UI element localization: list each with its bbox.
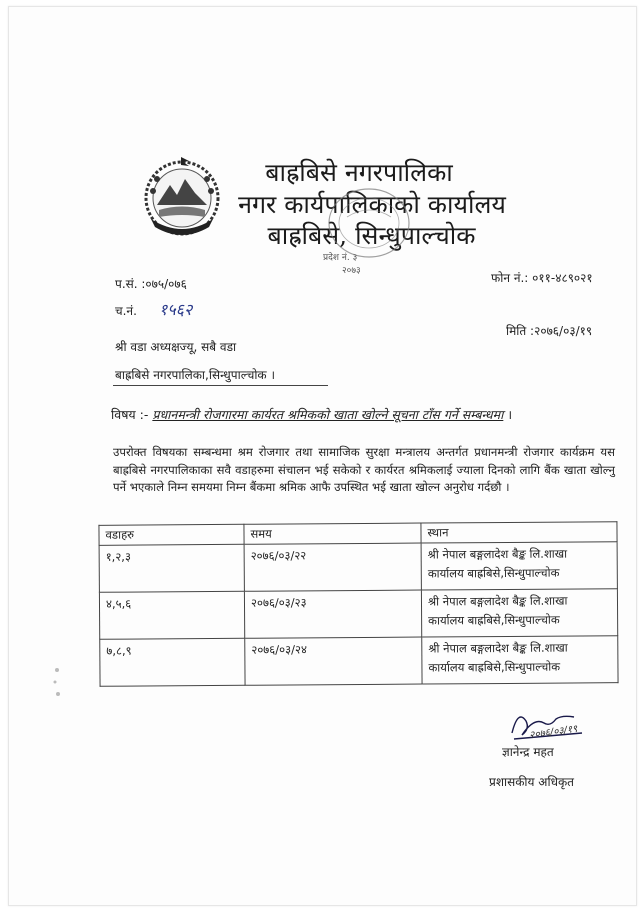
table-row — [100, 636, 618, 687]
subject-label: विषय :- — [111, 407, 149, 422]
signature-date: २०७६/०३/१९ — [528, 723, 579, 742]
cell-time: २०७६/०३/२३ — [244, 590, 421, 638]
cell-wards: ७,८,९ — [100, 638, 245, 686]
place-line1: श्री नेपाल बङ्गलादेश बैङ्क लि.शाखा — [427, 593, 568, 609]
table-row — [99, 542, 617, 593]
cell-wards: ४,५,६ — [99, 591, 244, 639]
subject-text: प्रधानमन्त्री रोजगारमा कार्यरत श्रमिकको खाता खोल्ने सूचना टाँस गर्ने सम्बन्धमा — [152, 407, 504, 422]
header-wards: वडाहरु — [99, 524, 244, 545]
cell-time: २०७६/०३/२२ — [244, 543, 421, 591]
binding-hole-marks-icon — [49, 662, 65, 702]
office-name-line1: बाह्रबिसे नगरपालिका — [265, 158, 453, 187]
office-name-line2: नगर कार्यपालिकाको कार्यालय — [238, 190, 506, 219]
cell-place — [421, 589, 617, 637]
subject-line — [111, 406, 512, 423]
dispatch-label: च.नं. — [115, 304, 137, 318]
table-row — [99, 589, 617, 640]
subject-end: । — [507, 407, 513, 422]
body-paragraph: उपरोक्त विषयका सम्बन्धमा श्रम रोजगार तथा सामाजिक सुरक्षा मन्त्रालय अन्तर्गत प्रधानमन्त्री रोजगार कार्यक्रम यस बाह्रबिसे नगरपालिकाका सवै वडाहरुमा संचालन भई सकेको र कार्यरत श्रमिकलाई ज्याला दिनको लागि बैंक खाता खोल्नु पर्ने भएकाले निम्न समयमा निम्न बैंकमा श्रमिक आफै उपस्थित भई खाता खोल्न अनुरोध गर्दछौ । — [113, 445, 615, 494]
letter-page — [8, 6, 637, 906]
signatory-name: ज्ञानेन्द्र महत — [502, 745, 554, 759]
cell-wards: १,२,३ — [99, 544, 244, 592]
signatory-title: प्रशासकीय अधिकृत — [489, 775, 575, 789]
recipient-line1: श्री वडा अध्यक्षज्यू, सबै वडा — [115, 340, 237, 354]
stamp-text: प्रदेश नं. ३ — [323, 253, 358, 263]
cell-place — [421, 542, 617, 590]
header-place: स्थान — [421, 522, 617, 543]
recipient-underline — [113, 385, 328, 386]
place-line2: कार्यालय बाह्रबिसे,सिन्धुपाल्चोक — [428, 659, 561, 675]
dispatch-number-handwritten: १५६२ — [159, 300, 193, 319]
cell-place — [422, 636, 618, 684]
letter-date: मिति :२०७६/०३/१९ — [506, 324, 593, 338]
recipient-line2: बाह्रबिसे नगरपालिका,सिन्धुपाल्चोक । — [115, 368, 276, 382]
nepal-emblem-icon — [137, 155, 227, 241]
stamp-year: २०७३ — [342, 266, 361, 276]
place-line2: कार्यालय बाह्रबिसे,सिन्धुपाल्चोक — [428, 612, 560, 628]
cell-time: २०७६/०३/२४ — [245, 637, 422, 685]
header-time: समय — [244, 523, 421, 544]
place-line2: कार्यालय बाह्रबिसे,सिन्धुपाल्चोक — [427, 565, 560, 581]
phone-number: फोन नं.: ०११-४८९०२१ — [491, 271, 593, 285]
place-line1: श्री नेपाल बङ्गलादेश बैङ्क लि.शाखा — [428, 640, 568, 656]
office-stamp-icon — [309, 183, 439, 279]
place-line1: श्री नेपाल बङ्गलादेश बैङ्क लि.शाखा — [427, 546, 568, 562]
schedule-table — [98, 521, 618, 687]
reference-number: प.सं. :०७५/०७६ — [115, 277, 187, 291]
office-name-line3: बाह्रबिसे, सिन्धुपाल्चोक — [267, 221, 476, 250]
